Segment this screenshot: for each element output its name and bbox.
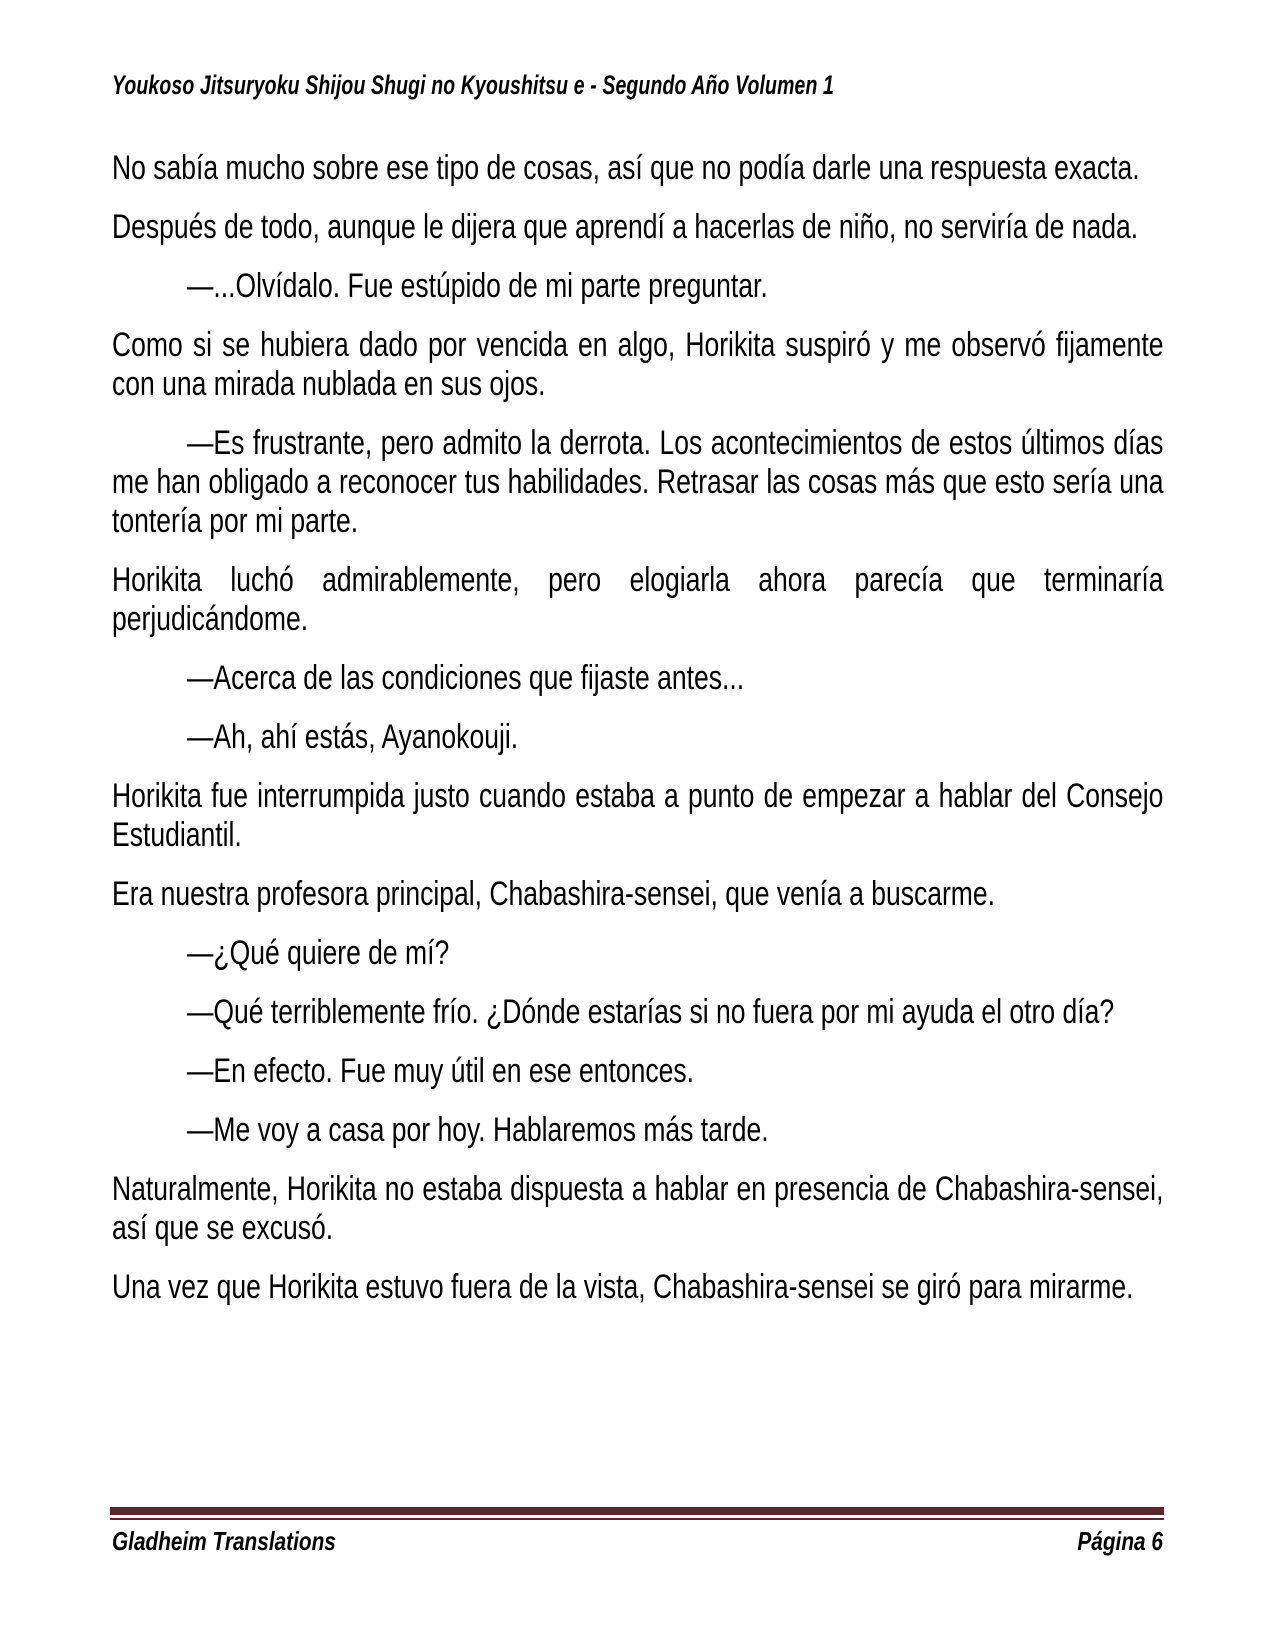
dialogue-paragraph: —Es frustrante, pero admito la derrota. Los acontecimientos de estos últimos días me han obligado a reconocer tus habilidades. Retrasar las cosas más que esto sería una tontería por mi parte. [112, 424, 1164, 540]
dialogue-paragraph: —Ah, ahí estás, Ayanokouji. [186, 718, 519, 756]
document-body [112, 149, 1163, 1327]
dialogue-paragraph: —En efecto. Fue muy útil en ese entonces. [186, 1052, 694, 1090]
footer-rule-thin [110, 1518, 1164, 1520]
narrative-paragraph: Era nuestra profesora principal, Chabashira-sensei, que venía a buscarme. [112, 875, 996, 913]
narrative-paragraph: No sabía mucho sobre ese tipo de cosas, así que no podía darle una respuesta exacta. [112, 149, 1140, 187]
narrative-paragraph: Una vez que Horikita estuvo fuera de la vista, Chabashira-sensei se giró para mirarme. [112, 1268, 1134, 1306]
page-header-title: Youkoso Jitsuryoku Shijou Shugi no Kyoushitsu e - Segundo Año Volumen 1 [112, 70, 834, 100]
footer-rule-thick [110, 1507, 1164, 1515]
narrative-paragraph: Horikita fue interrumpida justo cuando estaba a punto de empezar a hablar del Consejo Estudiantil. [112, 777, 1164, 854]
footer-translator-label: Gladheim Translations [112, 1526, 336, 1556]
dialogue-paragraph: —Acerca de las condiciones que fijaste antes... [186, 659, 745, 697]
narrative-paragraph: Después de todo, aunque le dijera que aprendí a hacerlas de niño, no serviría de nada. [112, 208, 1139, 246]
footer-page-number: Página 6 [1077, 1526, 1163, 1556]
narrative-paragraph: Como si se hubiera dado por vencida en algo, Horikita suspiró y me observó fijamente con una mirada nublada en sus ojos. [112, 326, 1164, 403]
dialogue-paragraph: —Qué terriblemente frío. ¿Dónde estarías si no fuera por mi ayuda el otro día? [186, 993, 1115, 1031]
narrative-paragraph: Horikita luchó admirablemente, pero elogiarla ahora parecía que terminaría perjudicándome. [112, 561, 1164, 638]
narrative-paragraph: Naturalmente, Horikita no estaba dispuesta a hablar en presencia de Chabashira-sensei, así que se excusó. [112, 1170, 1164, 1247]
dialogue-paragraph: —¿Qué quiere de mí? [186, 934, 450, 972]
dialogue-paragraph: —Me voy a casa por hoy. Hablaremos más tarde. [186, 1111, 769, 1149]
dialogue-paragraph: —...Olvídalo. Fue estúpido de mi parte preguntar. [186, 267, 768, 305]
